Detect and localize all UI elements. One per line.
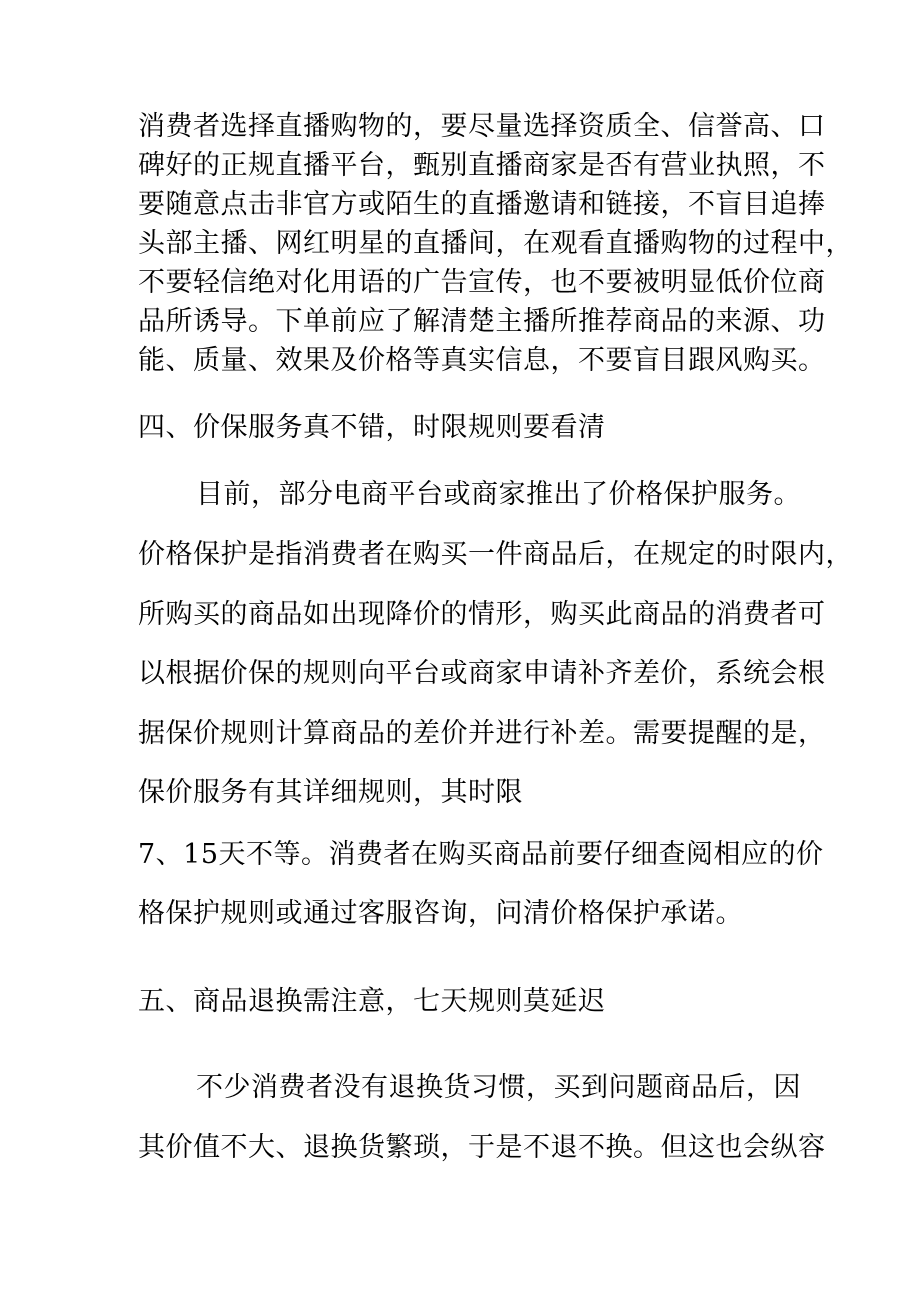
text-line: 能、质量、效果及价格等真实信息，不要盲目跟风购买。 — [138, 345, 826, 376]
text-line: 不要轻信绝对化用语的广告宣传，也不要被明显低价位商 — [138, 267, 826, 298]
text-line: 消费者选择直播购物的，要尽量选择资质全、信誉高、口 — [138, 111, 826, 142]
text-line: 其价值不大、退换货繁琐，于是不退不换。但这也会纵容 — [138, 1132, 826, 1163]
text-line: 目前，部分电商平台或商家推出了价格保护服务。 — [196, 479, 801, 510]
text-line: 不少消费者没有退换货习惯，买到问题商品后，因 — [196, 1072, 801, 1103]
section-heading-4: 四、价保服务真不错，时限规则要看清 — [138, 412, 606, 443]
text-line: 保价服务有其详细规则，其时限 — [138, 777, 523, 808]
text-line: 价格保护是指消费者在购买一件商品后，在规定的时限内， — [138, 539, 853, 570]
text-line: 碑好的正规直播平台，甄别直播商家是否有营业执照，不 — [138, 150, 826, 181]
text-line: 品所诱导。下单前应了解清楚主播所推荐商品的来源、功 — [138, 306, 826, 337]
text-line: 以根据价保的规则向平台或商家申请补齐差价，系统会根 — [138, 658, 826, 689]
text-line: 所购买的商品如出现降价的情形，购买此商品的消费者可 — [138, 599, 826, 630]
section-heading-5: 五、商品退换需注意，七天规则莫延迟 — [138, 986, 606, 1017]
text-line: 据保价规则计算商品的差价并进行补差。需要提醒的是， — [138, 718, 826, 749]
text-line: 7、15天不等。消费者在购买商品前要仔细查阅相应的价 — [138, 839, 824, 870]
text-line: 格保护规则或通过客服咨询，问清价格保护承诺。 — [138, 898, 743, 929]
text-line: 要随意点击非官方或陌生的直播邀请和链接，不盲目追捧 — [138, 189, 826, 220]
text-line: 头部主播、网红明星的直播间，在观看直播购物的过程中， — [138, 228, 853, 259]
